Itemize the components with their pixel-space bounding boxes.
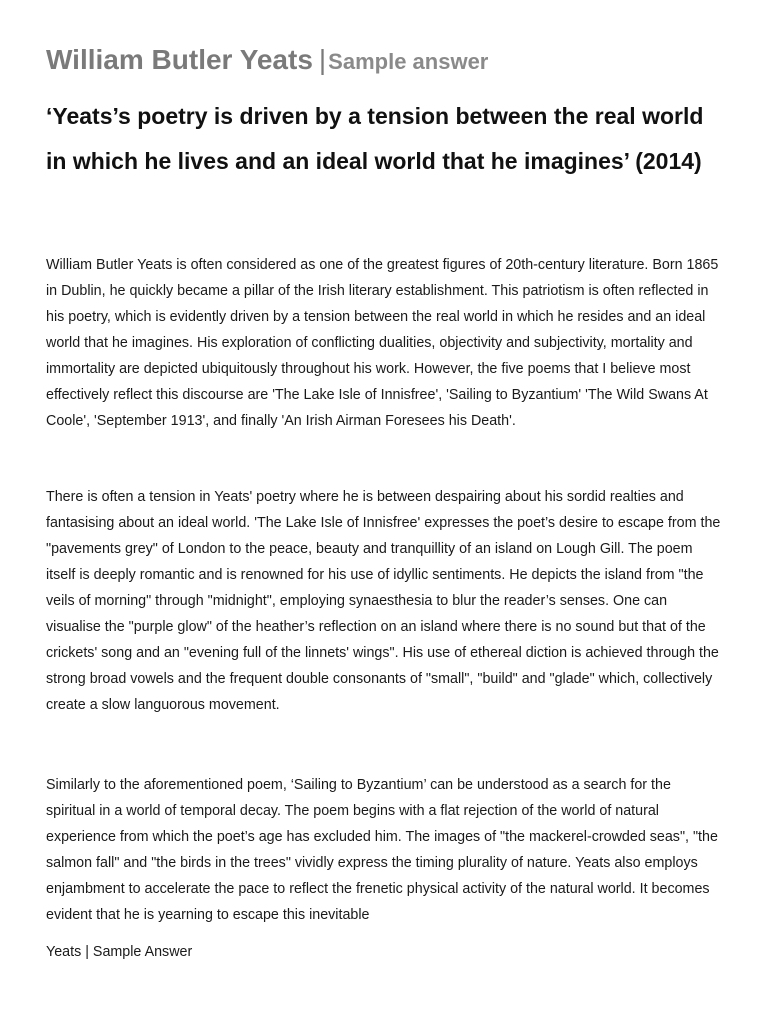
document-subtitle: Sample answer: [328, 49, 489, 74]
essay-question: ‘Yeats’s poetry is driven by a tension between the real world in which he lives and an ideal world that he imagines’ (2014): [46, 103, 704, 174]
paragraph-2: There is often a tension in Yeats' poetry where he is between despairing about his sordid realties and fantasising about an ideal world. 'The Lake Isle of Innisfree' expresses the poet’s desire to escape from the "pavements grey" of London to the peace, beauty and tranquillity of an island on Lough Gill. The poem itself is deeply romantic and is renowned for his use of idyllic sentiments. He depicts the island from "the veils of morning" through "midnight", employing synaesthesia to blur the reader’s senses. One can visualise the "purple glow" of the heather’s reflection on an island where there is no sound but that of the crickets' song and an "evening full of the linnets' wings". His use of ethereal diction is achieved through the strong broad vowels and the frequent double consonants of "small", "build" and "glade" which, collectively create a slow languorous movement.: [46, 489, 721, 713]
document-header: [46, 44, 488, 76]
title-separator: |: [318, 44, 327, 75]
page-footer: Yeats | Sample Answer: [46, 944, 193, 960]
document-title: William Butler Yeats: [46, 44, 313, 75]
paragraph-1: William Butler Yeats is often considered as one of the greatest figures of 20th-century literature. Born 1865 in Dublin, he quickly became a pillar of the Irish literary establishment. This patriotism is often reflected in his poetry, which is evidently driven by a tension between the real world in which he resides and an ideal world that he imagines. His exploration of conflicting dualities, objectivity and subjectivity, mortality and immortality are depicted ubiquitously throughout his work. However, the five poems that I believe most effectively reflect this discourse are 'The Lake Isle of Innisfree', 'Sailing to Byzantium' 'The Wild Swans At Coole', 'September 1913', and finally 'An Irish Airman Foresees his Death'.: [46, 257, 719, 429]
paragraph-3: Similarly to the aforementioned poem, ‘Sailing to Byzantium’ can be understood as a search for the spiritual in a world of temporal decay. The poem begins with a flat rejection of the world of natural experience from which the poet’s age has excluded him. The images of "the mackerel-crowded seas", "the salmon fall" and "the birds in the trees" vividly express the timing plurality of nature. Yeats also employs enjambment to accelerate the pace to reflect the frenetic physical activity of the natural world. It becomes evident that he is yearning to escape this inevitable: [46, 777, 718, 923]
